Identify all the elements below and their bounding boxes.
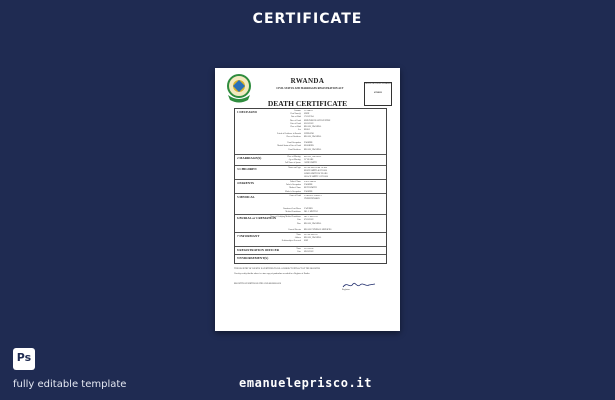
field-value: FARMER: [304, 142, 313, 145]
section-values: [304, 216, 384, 232]
field-value: KIGALI FUNERAL SERVICES: [304, 229, 332, 232]
section-label: 6 BURIAL or CREMATION: [237, 216, 277, 221]
field-value: KIGALI, RWANDA: [304, 126, 322, 129]
field-label: Father's Name: [290, 180, 301, 183]
field-label: Usual Residence: [288, 148, 301, 151]
field-value: 03/03/2022: [304, 122, 314, 125]
section-fields: [269, 234, 301, 247]
section-fields: [269, 256, 301, 262]
section-label: 4 PARENTS: [237, 180, 255, 185]
editable-template-label: fully editable template: [13, 379, 127, 390]
field-value: CARDIAC ARREST: [304, 195, 322, 198]
field-value: 09/03/2022: [304, 251, 314, 254]
field-value: MARRIED: [304, 145, 314, 148]
section-fields: [269, 195, 301, 214]
section-label: 8 REGISTRATION OFFICER: [237, 248, 280, 253]
website-label: emanueleprisco.it: [239, 376, 373, 390]
death-certificate-document: [215, 68, 400, 331]
section-values: [304, 110, 384, 152]
field-value: MULINDI HEALTH CENTRE: [304, 119, 331, 122]
field-value: DR. J. MUTESI: [304, 211, 318, 214]
field-value: 25 YEARS: [304, 158, 314, 161]
section-label: 5 MEDICAL: [237, 195, 255, 200]
field-label: Sex: [298, 129, 301, 132]
certificate-country: RWANDA: [290, 77, 325, 85]
registration-number-label: REGISTRATION NUMBER: [365, 83, 391, 85]
section-fields: [269, 110, 301, 152]
field-label: Names and Ages: [288, 166, 301, 169]
field-value: PAUL SMITH: [304, 180, 317, 183]
field-value: DR. J. MUTESI: [304, 216, 318, 219]
field-label: Cause of Death: [289, 195, 301, 198]
field-value: PETER SMITH: [304, 233, 318, 236]
field-value: 07/03/2022: [304, 219, 314, 222]
field-label: Date of Birth: [291, 116, 301, 119]
field-label: Duration of Last Illness: [283, 207, 301, 210]
field-label: Funeral Director: [288, 229, 301, 232]
field-label: Place of Marriage: [287, 155, 301, 158]
field-label: Name: [296, 233, 301, 236]
field-value: 17/03/1954: [304, 116, 314, 119]
section-fields: [269, 167, 301, 180]
field-label: [269, 259, 301, 262]
field-value: N. SMITH: [304, 110, 314, 112]
section-label: 9 ENDORSEMENT(S): [237, 255, 269, 260]
field-label: Usual Occupation: [287, 142, 301, 145]
field-label: Place of Residence: [286, 135, 301, 138]
field-value: LIFELONG: [304, 132, 315, 135]
section-fields: [269, 181, 301, 194]
field-value: FARMER: [304, 184, 313, 187]
section-values: [304, 181, 384, 194]
section-label: 1 DECEASED: [237, 110, 257, 114]
field-value: RUTH SMITH: [304, 187, 317, 190]
field-label: Date: [297, 251, 301, 254]
certificate-note: THE REGISTRY OF DEATHS IS CERTIFIED TO BE A CORRECT EXTRACT OF THE REGISTER: [234, 268, 321, 270]
field-label: Father's Occupation: [285, 184, 301, 187]
field-label: Address: [294, 237, 301, 239]
photoshop-icon-label: Ps: [16, 351, 32, 364]
section-fields: [269, 216, 301, 232]
field-value: KIGALI, RWANDA: [304, 148, 322, 151]
certificate-note: I hereby certify that the above is a true copy of particulars recorded in a Register of Deaths: [234, 273, 310, 275]
certificate-section: [235, 179, 386, 194]
section-values: [304, 234, 384, 247]
section-label: 2 MARRIAGE(S): [237, 155, 262, 160]
field-label: Date: [297, 219, 301, 222]
field-label: First Name(s): [290, 113, 301, 116]
document-title: DEATH CERTIFICATE: [267, 99, 348, 108]
section-values: [304, 195, 384, 214]
field-label: Place: [296, 222, 301, 225]
field-value: FARMER: [304, 190, 313, 193]
field-label: Place of Birth: [290, 126, 301, 129]
certificate-fields-table: [234, 108, 387, 264]
field-value: KIGALI, RWANDA: [304, 155, 322, 158]
section-label: 3 CHILDREN: [237, 166, 257, 171]
field-value: 3 WEEKS: [304, 207, 313, 210]
field-label: Medical Practitioner: [285, 211, 301, 214]
field-value: ANNE SMITH: [304, 162, 317, 165]
field-label: Name of Certifying Medical Practitioner: [270, 216, 301, 219]
field-label: Full Name of Spouse: [284, 162, 301, 165]
field-label: Relationship to Deceased: [281, 240, 301, 243]
section-values: [304, 256, 384, 262]
field-label: Name: [296, 248, 301, 251]
field-label: Mother's Name: [289, 187, 301, 190]
field-value: KIGALI, RWANDA: [304, 237, 322, 239]
field-value: GRACE SMITH 31 YEARS: [304, 176, 328, 179]
certificate-section: [235, 214, 386, 233]
certificate-section: [235, 232, 386, 247]
certificate-section: [235, 165, 386, 180]
certificate-note: REGISTRY OF BIRTHS DEATHS AND MARRIAGES: [234, 283, 282, 285]
certificate-section: [235, 109, 386, 154]
field-value: KIGALI, RWANDA: [304, 222, 322, 225]
section-values: [304, 167, 384, 180]
field-value: MALE: [304, 129, 310, 132]
field-label: Date of Death: [290, 122, 301, 125]
field-value: JOHN: [304, 113, 310, 116]
field-value: MARY SMITH 40 YEARS: [304, 169, 327, 172]
page-title: CERTIFICATE: [252, 11, 363, 27]
field-value: [304, 259, 384, 262]
registrar-label: Registrar: [342, 289, 350, 291]
field-value: SON: [304, 240, 309, 243]
field-label: Marital Status at Date of Death: [277, 145, 301, 148]
field-value: D. UWASE: [304, 248, 314, 251]
field-value: KIGALI, RWANDA: [304, 135, 322, 138]
certificate-section: [235, 254, 386, 262]
field-label: Period of Residence in Rwanda: [277, 132, 301, 135]
field-value: PETER SMITH 44 YEARS: [304, 166, 328, 169]
field-value: HYPERTENSION: [304, 198, 320, 201]
section-label: 7 INFORMANT: [237, 233, 260, 238]
certificate-act: CIVIL STATUS AND MARRIAGES REGISTRATION ACT: [276, 87, 344, 90]
field-label: Age at Marriage: [288, 158, 301, 161]
field-label: Place of Death: [289, 119, 301, 122]
field-label: Mother's Occupation: [285, 190, 301, 193]
registration-number: 4702022: [374, 92, 382, 94]
photoshop-icon: [13, 348, 35, 370]
field-value: JAMES SMITH 36 YEARS: [304, 173, 328, 176]
field-label: Surname: [294, 110, 301, 112]
